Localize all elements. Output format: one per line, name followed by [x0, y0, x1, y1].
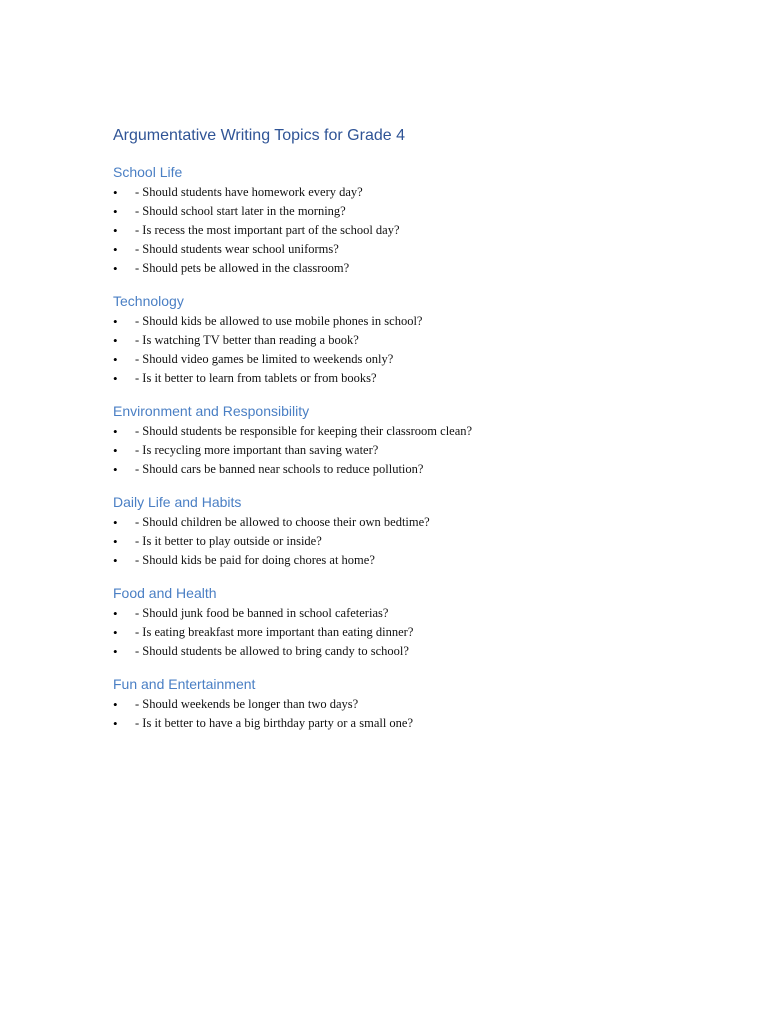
topic-text: - Should cars be banned near schools to reduce pollution?: [135, 462, 424, 476]
list-item: [113, 623, 733, 642]
topic-text: - Should students have homework every day?: [135, 185, 363, 199]
list-item: [113, 202, 733, 221]
bullet-icon: •: [113, 553, 118, 568]
topic-text: - Is recycling more important than saving water?: [135, 443, 379, 457]
list-item: [113, 695, 733, 714]
bullet-icon: •: [113, 625, 118, 640]
list-item: [113, 183, 733, 202]
list-item: [113, 714, 733, 733]
topic-list: [113, 312, 733, 388]
bullet-icon: •: [113, 443, 118, 458]
bullet-icon: •: [113, 223, 118, 238]
list-item: [113, 259, 733, 278]
topic-text: - Should kids be allowed to use mobile phones in school?: [135, 314, 423, 328]
topic-section: [113, 583, 733, 661]
list-item: [113, 350, 733, 369]
section-heading: Fun and Entertainment: [113, 676, 256, 692]
bullet-icon: •: [113, 261, 118, 276]
bullet-icon: •: [113, 534, 118, 549]
bullet-icon: •: [113, 462, 118, 477]
topic-text: - Should kids be paid for doing chores at home?: [135, 553, 375, 567]
section-heading: Technology: [113, 293, 184, 309]
section-heading: Environment and Responsibility: [113, 403, 310, 419]
topic-section: [113, 674, 733, 733]
topic-list: [113, 183, 733, 278]
list-item: [113, 331, 733, 350]
list-item: [113, 642, 733, 661]
list-item: [113, 513, 733, 532]
topic-section: [113, 162, 733, 278]
bullet-icon: •: [113, 424, 118, 439]
list-item: [113, 551, 733, 570]
topic-text: - Is recess the most important part of the school day?: [135, 223, 400, 237]
topic-text: - Should school start later in the morning?: [135, 204, 346, 218]
list-item: [113, 441, 733, 460]
list-item: [113, 422, 733, 441]
bullet-icon: •: [113, 697, 118, 712]
bullet-icon: •: [113, 716, 118, 731]
section-heading: School Life: [113, 164, 183, 180]
bullet-icon: •: [113, 515, 118, 530]
list-item: [113, 532, 733, 551]
bullet-icon: •: [113, 644, 118, 659]
list-item: [113, 604, 733, 623]
topic-text: - Is watching TV better than reading a book?: [135, 333, 359, 347]
list-item: [113, 369, 733, 388]
bullet-icon: •: [113, 371, 118, 386]
document-title: Argumentative Writing Topics for Grade 4: [113, 127, 405, 144]
topic-text: - Should weekends be longer than two days?: [135, 697, 359, 711]
topic-text: - Should students be responsible for keeping their classroom clean?: [135, 424, 473, 438]
list-item: [113, 312, 733, 331]
topic-section: [113, 291, 733, 388]
list-item: [113, 221, 733, 240]
topic-text: - Is it better to learn from tablets or from books?: [135, 371, 377, 385]
section-heading: Daily Life and Habits: [113, 494, 242, 510]
bullet-icon: •: [113, 352, 118, 367]
section-heading: Food and Health: [113, 585, 217, 601]
topic-text: - Should pets be allowed in the classroom?: [135, 261, 350, 275]
topic-text: - Should students wear school uniforms?: [135, 242, 339, 256]
topic-text: - Should children be allowed to choose their own bedtime?: [135, 515, 430, 529]
topic-section: [113, 492, 733, 570]
topic-text: - Is eating breakfast more important than eating dinner?: [135, 625, 414, 639]
document-page: [113, 124, 733, 746]
bullet-icon: •: [113, 333, 118, 348]
topic-text: - Should video games be limited to weekends only?: [135, 352, 394, 366]
bullet-icon: •: [113, 314, 118, 329]
bullet-icon: •: [113, 204, 118, 219]
topic-list: [113, 604, 733, 661]
topic-text: - Is it better to play outside or inside?: [135, 534, 322, 548]
topic-text: - Should junk food be banned in school cafeterias?: [135, 606, 389, 620]
topic-list: [113, 695, 733, 733]
list-item: [113, 460, 733, 479]
topic-text: - Is it better to have a big birthday party or a small one?: [135, 716, 414, 730]
bullet-icon: •: [113, 242, 118, 257]
topic-text: - Should students be allowed to bring candy to school?: [135, 644, 409, 658]
list-item: [113, 240, 733, 259]
topic-list: [113, 513, 733, 570]
topic-list: [113, 422, 733, 479]
bullet-icon: •: [113, 606, 118, 621]
bullet-icon: •: [113, 185, 118, 200]
sections-container: [113, 162, 733, 733]
topic-section: [113, 401, 733, 479]
